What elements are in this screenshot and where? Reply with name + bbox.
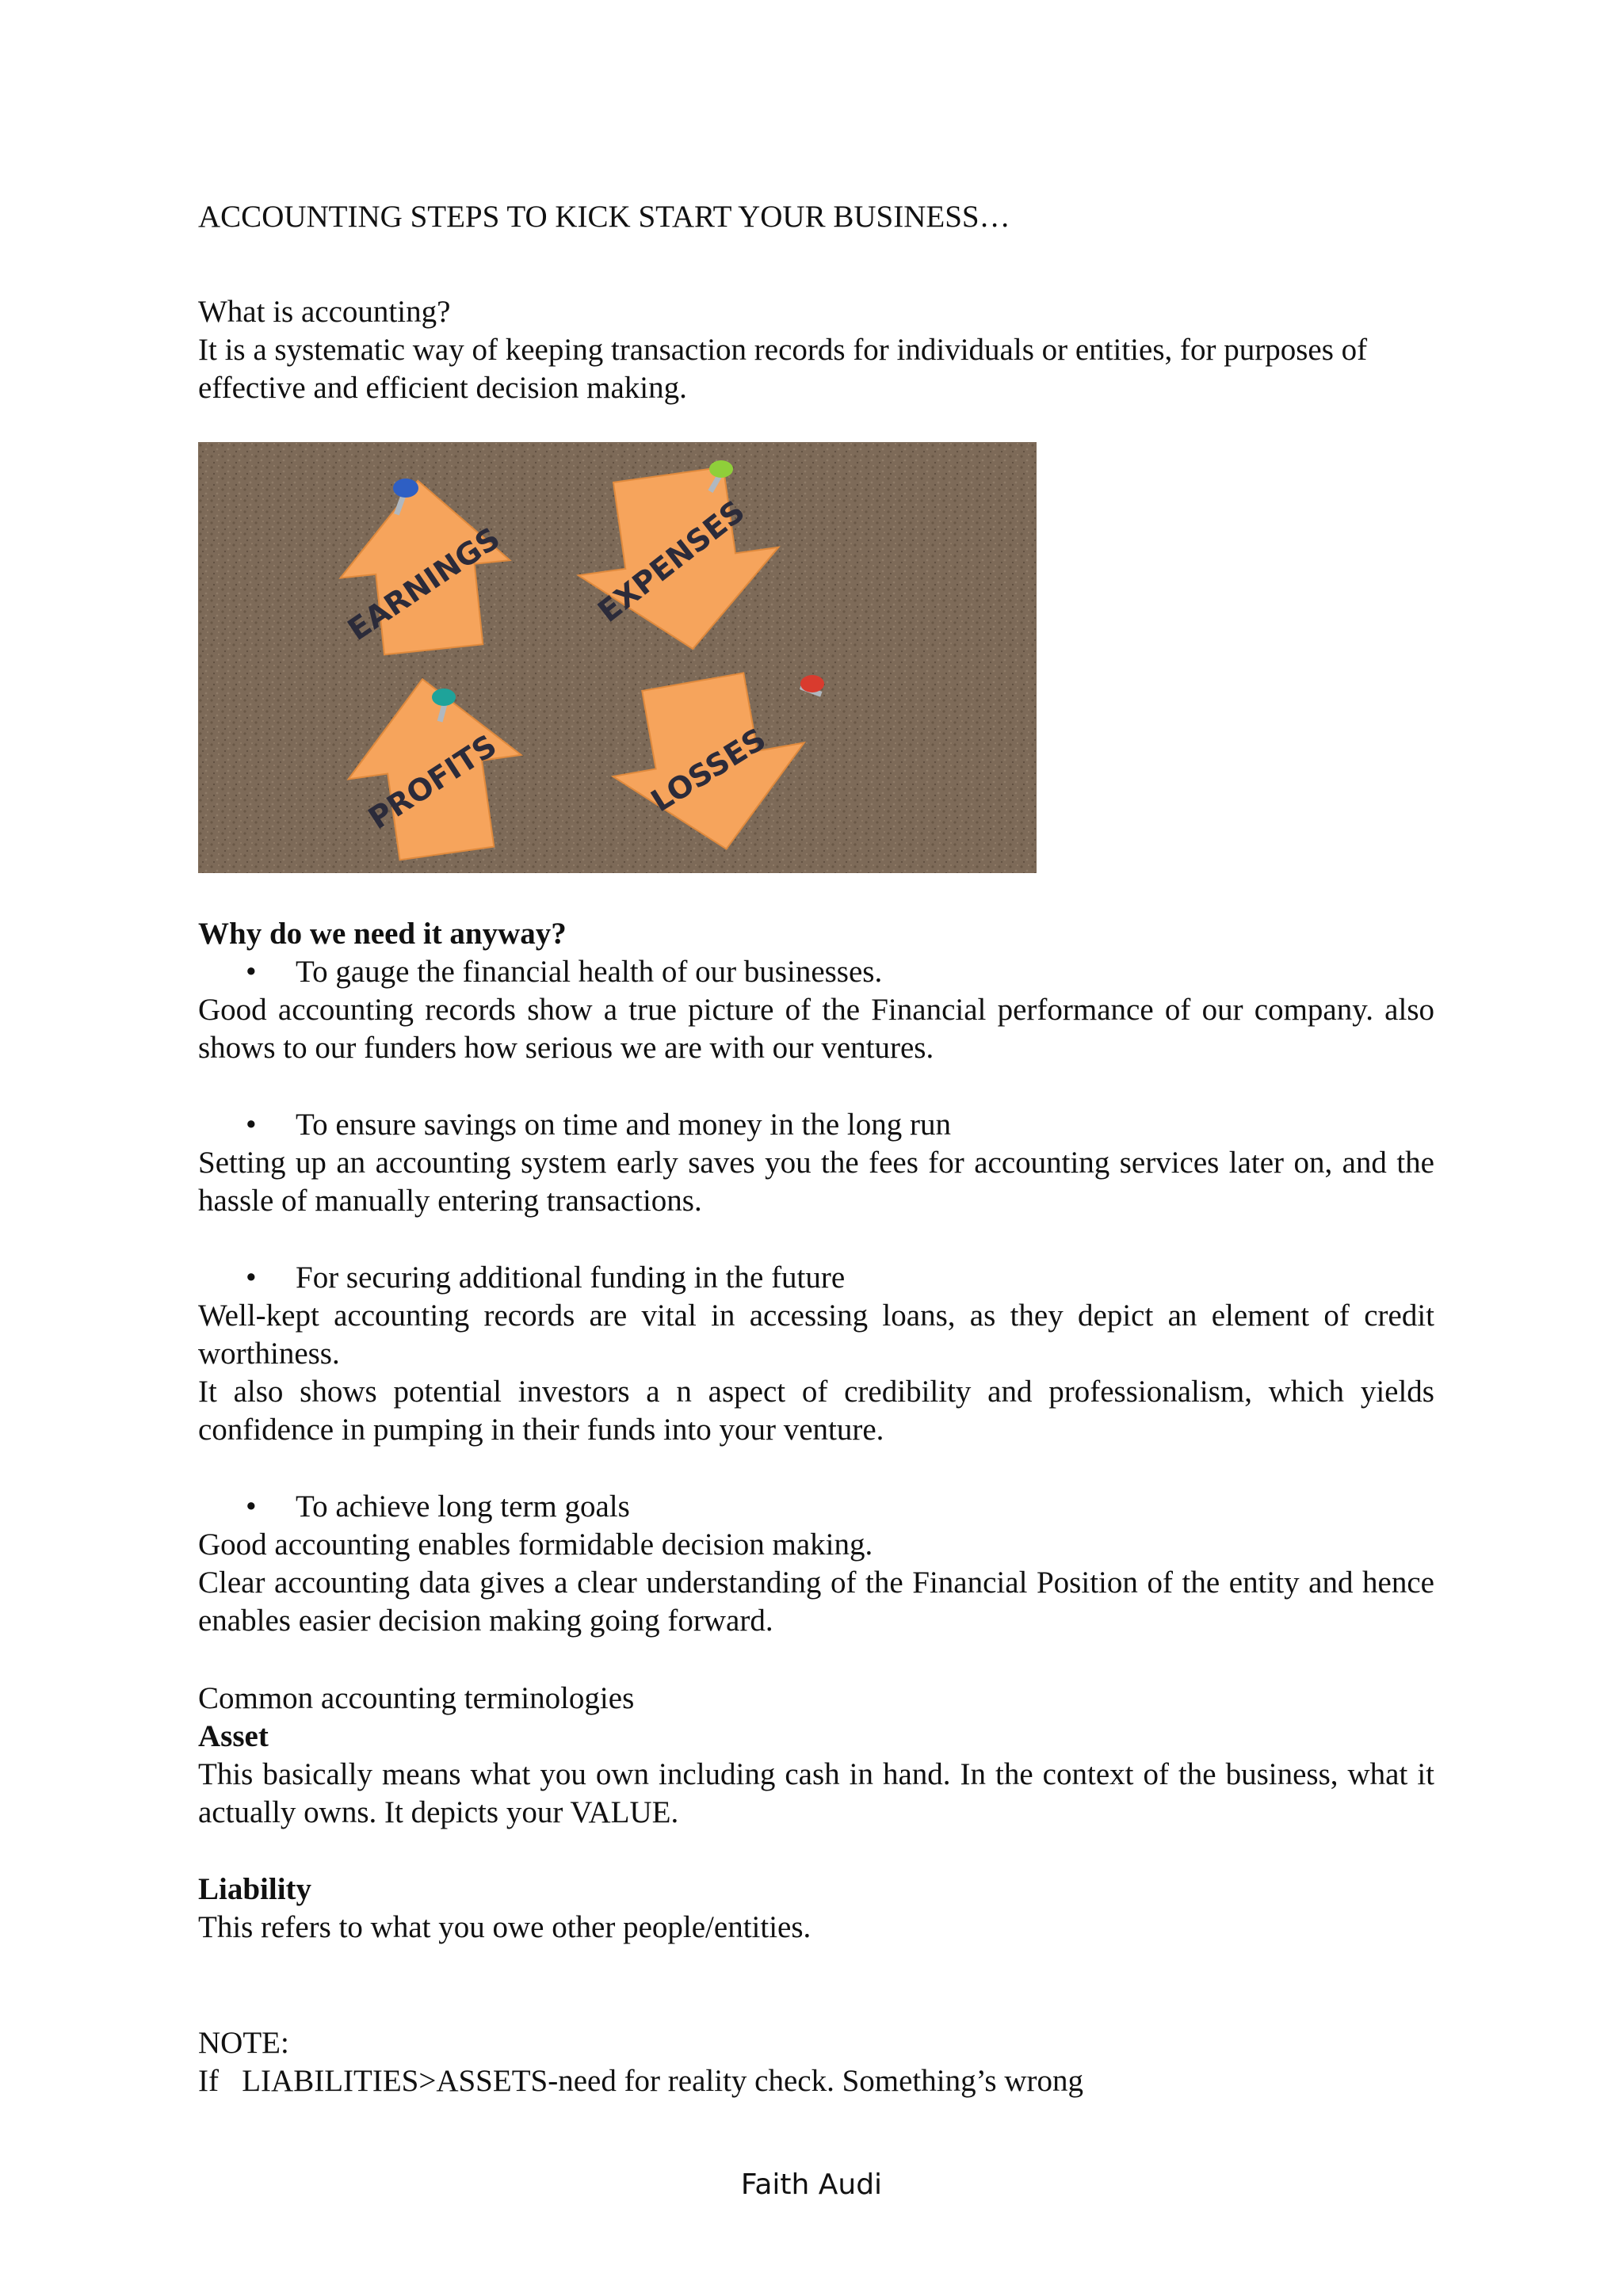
bullet-text: To ensure savings on time and money in the long run [296, 1108, 951, 1142]
profits-label: PROFITS [362, 727, 503, 837]
bullet-text: To achieve long term goals [296, 1489, 630, 1524]
bullet-icon: • [246, 1108, 257, 1142]
bullet-icon: • [246, 955, 257, 989]
bullet-icon: • [246, 1489, 257, 1524]
bullet-explanation: Well-kept accounting records are vital in accessing loans, as they depict an element of credit worthiness. [198, 1299, 1434, 1371]
bullet-explanation: Clear accounting data gives a clear understanding of the Financial Position of the entity and hence enables easier decision making going forward. [198, 1566, 1434, 1638]
bullet-text: For securing additional funding in the future [296, 1261, 846, 1295]
bullet-explanation: Good accounting records show a true picture of the Financial performance of our company. also shows to our funders how serious we are with our ventures. [198, 993, 1434, 1065]
question-what-is-accounting: What is accounting? [198, 295, 451, 329]
bullet-text: To gauge the financial health of our businesses. [296, 955, 883, 989]
accounting-definition: It is a systematic way of keeping transaction records for individuals or entities, for purposes of effective and efficient decision making. [198, 333, 1368, 405]
liability-heading: Liability [198, 1872, 312, 1906]
losses-label: LOSSES [644, 721, 773, 819]
earnings-label: EARNINGS [341, 521, 506, 648]
bullet-explanation: It also shows potential investors a n aspect of credibility and professionalism, which yields confidence in pumping in their funds into your venture. [198, 1375, 1434, 1447]
terminologies-heading: Common accounting terminologies [198, 1681, 635, 1715]
expenses-label: EXPENSES [591, 493, 751, 629]
page-footer-author: Faith Audi [740, 2168, 883, 2201]
bullet-explanation: Setting up an accounting system early saves you the fees for accounting services later on, and the hassle of manually entering transactions. [198, 1146, 1434, 1218]
document-title: ACCOUNTING STEPS TO KICK START YOUR BUSINESS… [198, 200, 1010, 234]
why-heading: Why do we need it anyway? [198, 917, 567, 951]
note-text: If LIABILITIES>ASSETS-need for reality check. Something’s wrong [198, 2064, 1084, 2098]
asset-definition: This basically means what you own including cash in hand. In the context of the business, what it actually owns. It depicts your VALUE. [198, 1757, 1434, 1829]
liability-definition: This refers to what you owe other people/entities. [198, 1910, 812, 1944]
note-label: NOTE: [198, 2026, 289, 2060]
bullet-icon: • [246, 1261, 257, 1295]
asset-heading: Asset [198, 1719, 269, 1753]
accounting-sticky-notes-image [198, 442, 1037, 873]
bullet-explanation: Good accounting enables formidable decision making. [198, 1527, 873, 1562]
